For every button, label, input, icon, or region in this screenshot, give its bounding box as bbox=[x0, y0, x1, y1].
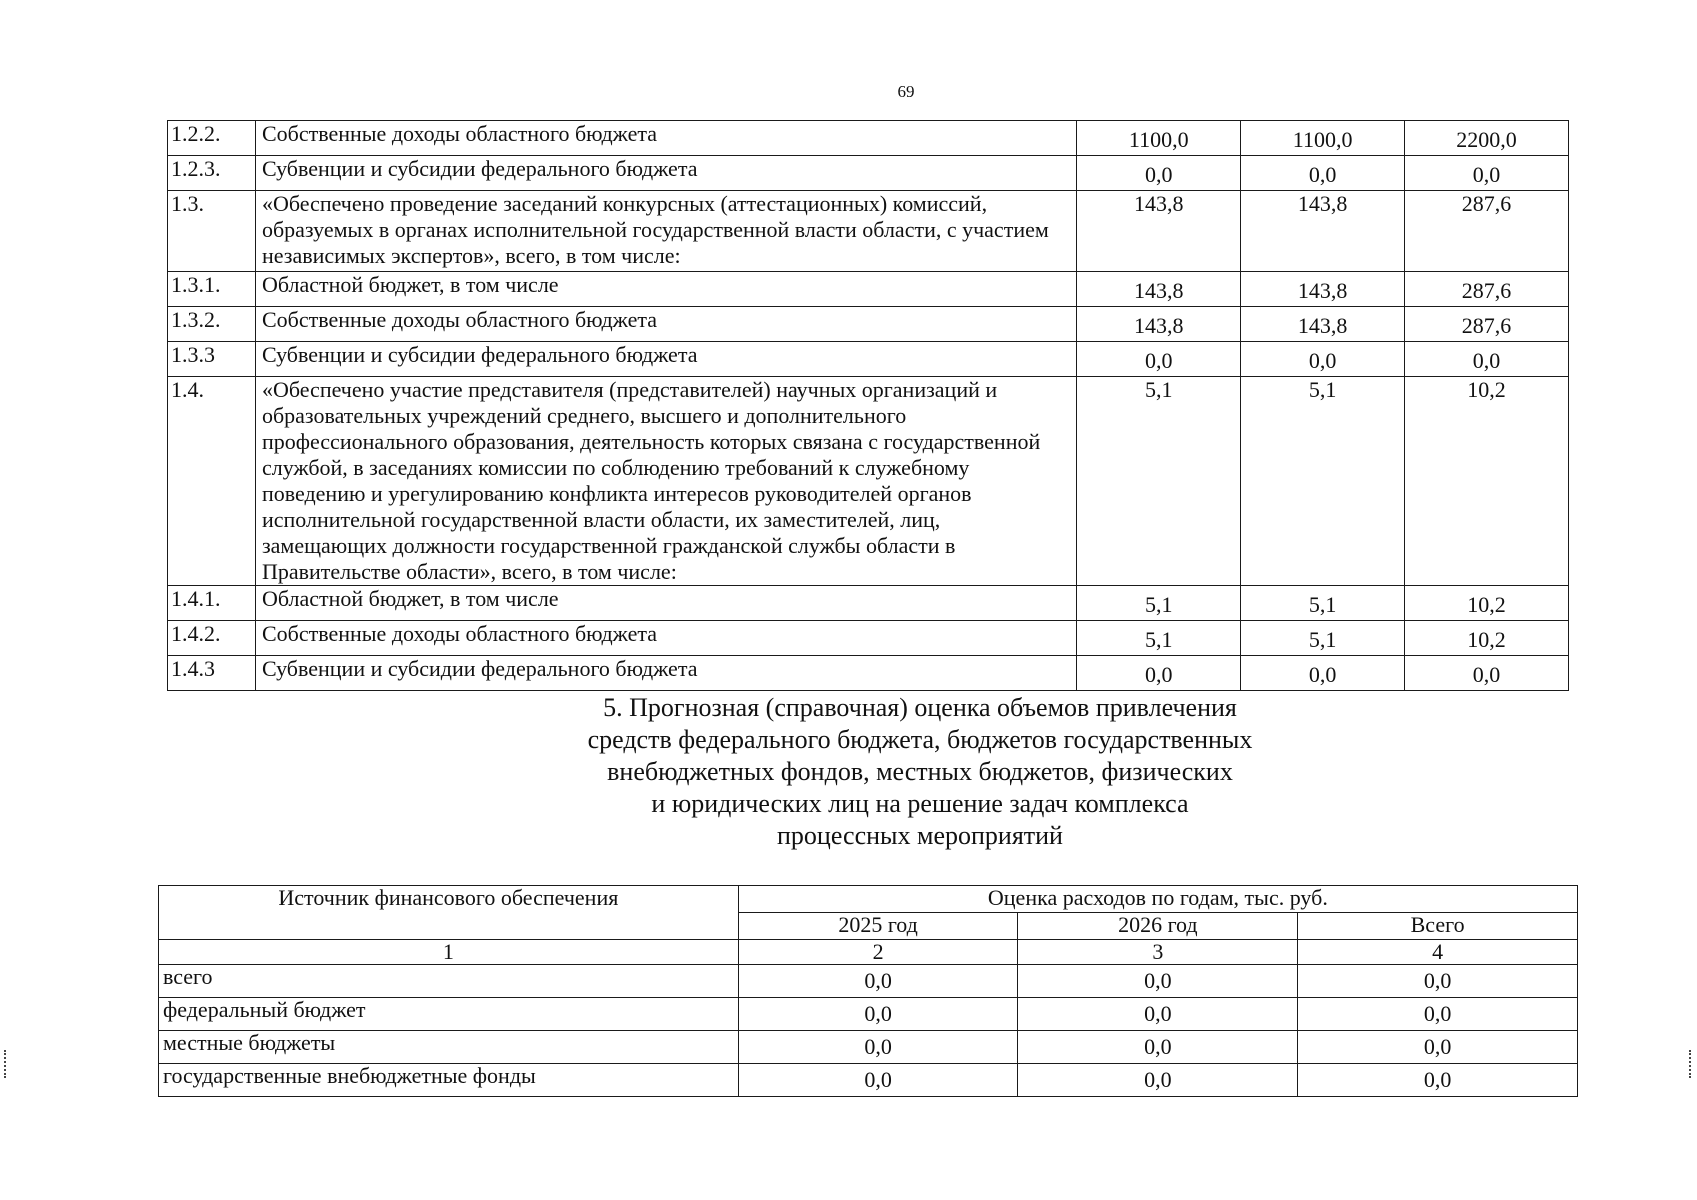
value-2025: 0,0 bbox=[1077, 342, 1241, 377]
row-description: Собственные доходы областного бюджета bbox=[255, 307, 1076, 342]
table-row bbox=[168, 621, 1569, 656]
table-row bbox=[168, 656, 1569, 691]
value-total: 287,6 bbox=[1405, 272, 1569, 307]
value-2025: 143,8 bbox=[1077, 307, 1241, 342]
value-2026: 5,1 bbox=[1241, 377, 1405, 586]
row-description: Собственные доходы областного бюджета bbox=[255, 621, 1076, 656]
row-description: «Обеспечено участие представителя (представителей) научных организаций и образовательных учреждений среднего, высшего и дополнительного профессионального образования, деятельность которых связана с государственной службой, в заседаниях комиссии по соблюдению требований к служебному поведению и урегулированию конфликта интересов руководителей органов исполнительной государственной власти области, их заместителей, лиц, замещающих должности государственной гражданской службы области в Правительстве области», всего, в том числе: bbox=[255, 377, 1076, 586]
funding-sources-table bbox=[158, 885, 1578, 1097]
row-description: Субвенции и субсидии федерального бюджета bbox=[255, 156, 1076, 191]
value-2025: 5,1 bbox=[1077, 377, 1241, 586]
table-row bbox=[168, 342, 1569, 377]
row-number: 1.4.1. bbox=[168, 586, 256, 621]
row-number: 1.2.3. bbox=[168, 156, 256, 191]
table-row bbox=[168, 121, 1569, 156]
value-total: 10,2 bbox=[1405, 377, 1569, 586]
value-2026: 0,0 bbox=[1241, 342, 1405, 377]
scan-edge-mark bbox=[1689, 1050, 1693, 1078]
row-description: Субвенции и субсидии федерального бюджета bbox=[255, 656, 1076, 691]
header-year-2026: 2026 год bbox=[1018, 913, 1298, 940]
header-year-2025: 2025 год bbox=[738, 913, 1018, 940]
header-estimate: Оценка расходов по годам, тыс. руб. bbox=[738, 886, 1577, 913]
table-header-row bbox=[159, 886, 1578, 913]
value-2025: 0,0 bbox=[738, 1064, 1018, 1097]
source-label: федеральный бюджет bbox=[159, 998, 739, 1031]
value-2026: 0,0 bbox=[1018, 1064, 1298, 1097]
row-number: 1.4. bbox=[168, 377, 256, 586]
value-total: 2200,0 bbox=[1405, 121, 1569, 156]
value-total: 0,0 bbox=[1405, 342, 1569, 377]
value-total: 287,6 bbox=[1405, 191, 1569, 272]
value-total: 0,0 bbox=[1405, 156, 1569, 191]
value-total: 10,2 bbox=[1405, 586, 1569, 621]
row-number: 1.4.3 bbox=[168, 656, 256, 691]
value-2025: 0,0 bbox=[1077, 156, 1241, 191]
column-index: 4 bbox=[1298, 940, 1578, 965]
section-title: 5. Прогнозная (справочная) оценка объемов привлечения средств федерального бюджета, бюджетов государственных внебюджетных фондов, местных бюджетов, физических и юридических лиц на решение задач комплекса процессных мероприятий bbox=[587, 693, 1253, 850]
row-description: Областной бюджет, в том числе bbox=[255, 272, 1076, 307]
funding-table-continued bbox=[167, 120, 1569, 691]
value-2026: 0,0 bbox=[1018, 965, 1298, 998]
value-2026: 5,1 bbox=[1241, 586, 1405, 621]
value-total: 10,2 bbox=[1405, 621, 1569, 656]
row-description: Собственные доходы областного бюджета bbox=[255, 121, 1076, 156]
table-row bbox=[168, 307, 1569, 342]
source-label: местные бюджеты bbox=[159, 1031, 739, 1064]
value-2026: 143,8 bbox=[1241, 307, 1405, 342]
value-2025: 0,0 bbox=[738, 1031, 1018, 1064]
value-total: 287,6 bbox=[1405, 307, 1569, 342]
column-index: 3 bbox=[1018, 940, 1298, 965]
row-description: Областной бюджет, в том числе bbox=[255, 586, 1076, 621]
column-index: 1 bbox=[159, 940, 739, 965]
value-2025: 0,0 bbox=[738, 998, 1018, 1031]
row-number: 1.3.2. bbox=[168, 307, 256, 342]
table-row bbox=[159, 1031, 1578, 1064]
value-2026: 0,0 bbox=[1018, 998, 1298, 1031]
value-2025: 0,0 bbox=[738, 965, 1018, 998]
row-description: Субвенции и субсидии федерального бюджета bbox=[255, 342, 1076, 377]
table-row bbox=[168, 191, 1569, 272]
value-2025: 1100,0 bbox=[1077, 121, 1241, 156]
value-2026: 0,0 bbox=[1241, 156, 1405, 191]
row-number: 1.4.2. bbox=[168, 621, 256, 656]
value-total: 0,0 bbox=[1298, 965, 1578, 998]
value-total: 0,0 bbox=[1298, 1064, 1578, 1097]
table-row bbox=[168, 156, 1569, 191]
column-index: 2 bbox=[738, 940, 1018, 965]
value-total: 0,0 bbox=[1298, 1031, 1578, 1064]
source-label: всего bbox=[159, 965, 739, 998]
value-2026: 0,0 bbox=[1241, 656, 1405, 691]
row-description: «Обеспечено проведение заседаний конкурсных (аттестационных) комиссий, образуемых в органах исполнительной государственной власти области, с участием независимых экспертов», всего, в том числе: bbox=[255, 191, 1076, 272]
value-2025: 0,0 bbox=[1077, 656, 1241, 691]
value-2026: 5,1 bbox=[1241, 621, 1405, 656]
value-2025: 5,1 bbox=[1077, 586, 1241, 621]
value-2026: 1100,0 bbox=[1241, 121, 1405, 156]
page-number: 69 bbox=[897, 82, 915, 101]
table-row bbox=[159, 998, 1578, 1031]
row-number: 1.3.3 bbox=[168, 342, 256, 377]
table-row bbox=[159, 1064, 1578, 1097]
scan-edge-mark bbox=[4, 1050, 8, 1078]
value-2026: 0,0 bbox=[1018, 1031, 1298, 1064]
value-total: 0,0 bbox=[1405, 656, 1569, 691]
value-total: 0,0 bbox=[1298, 998, 1578, 1031]
value-2025: 143,8 bbox=[1077, 191, 1241, 272]
source-label: государственные внебюджетные фонды bbox=[159, 1064, 739, 1097]
table-row bbox=[168, 377, 1569, 586]
row-number: 1.2.2. bbox=[168, 121, 256, 156]
row-number: 1.3. bbox=[168, 191, 256, 272]
row-number: 1.3.1. bbox=[168, 272, 256, 307]
value-2026: 143,8 bbox=[1241, 272, 1405, 307]
value-2025: 5,1 bbox=[1077, 621, 1241, 656]
column-index-row bbox=[159, 940, 1578, 965]
value-2026: 143,8 bbox=[1241, 191, 1405, 272]
table-row bbox=[159, 965, 1578, 998]
header-source: Источник финансового обеспечения bbox=[159, 886, 739, 940]
table-row bbox=[168, 586, 1569, 621]
header-total: Всего bbox=[1298, 913, 1578, 940]
table-row bbox=[168, 272, 1569, 307]
value-2025: 143,8 bbox=[1077, 272, 1241, 307]
